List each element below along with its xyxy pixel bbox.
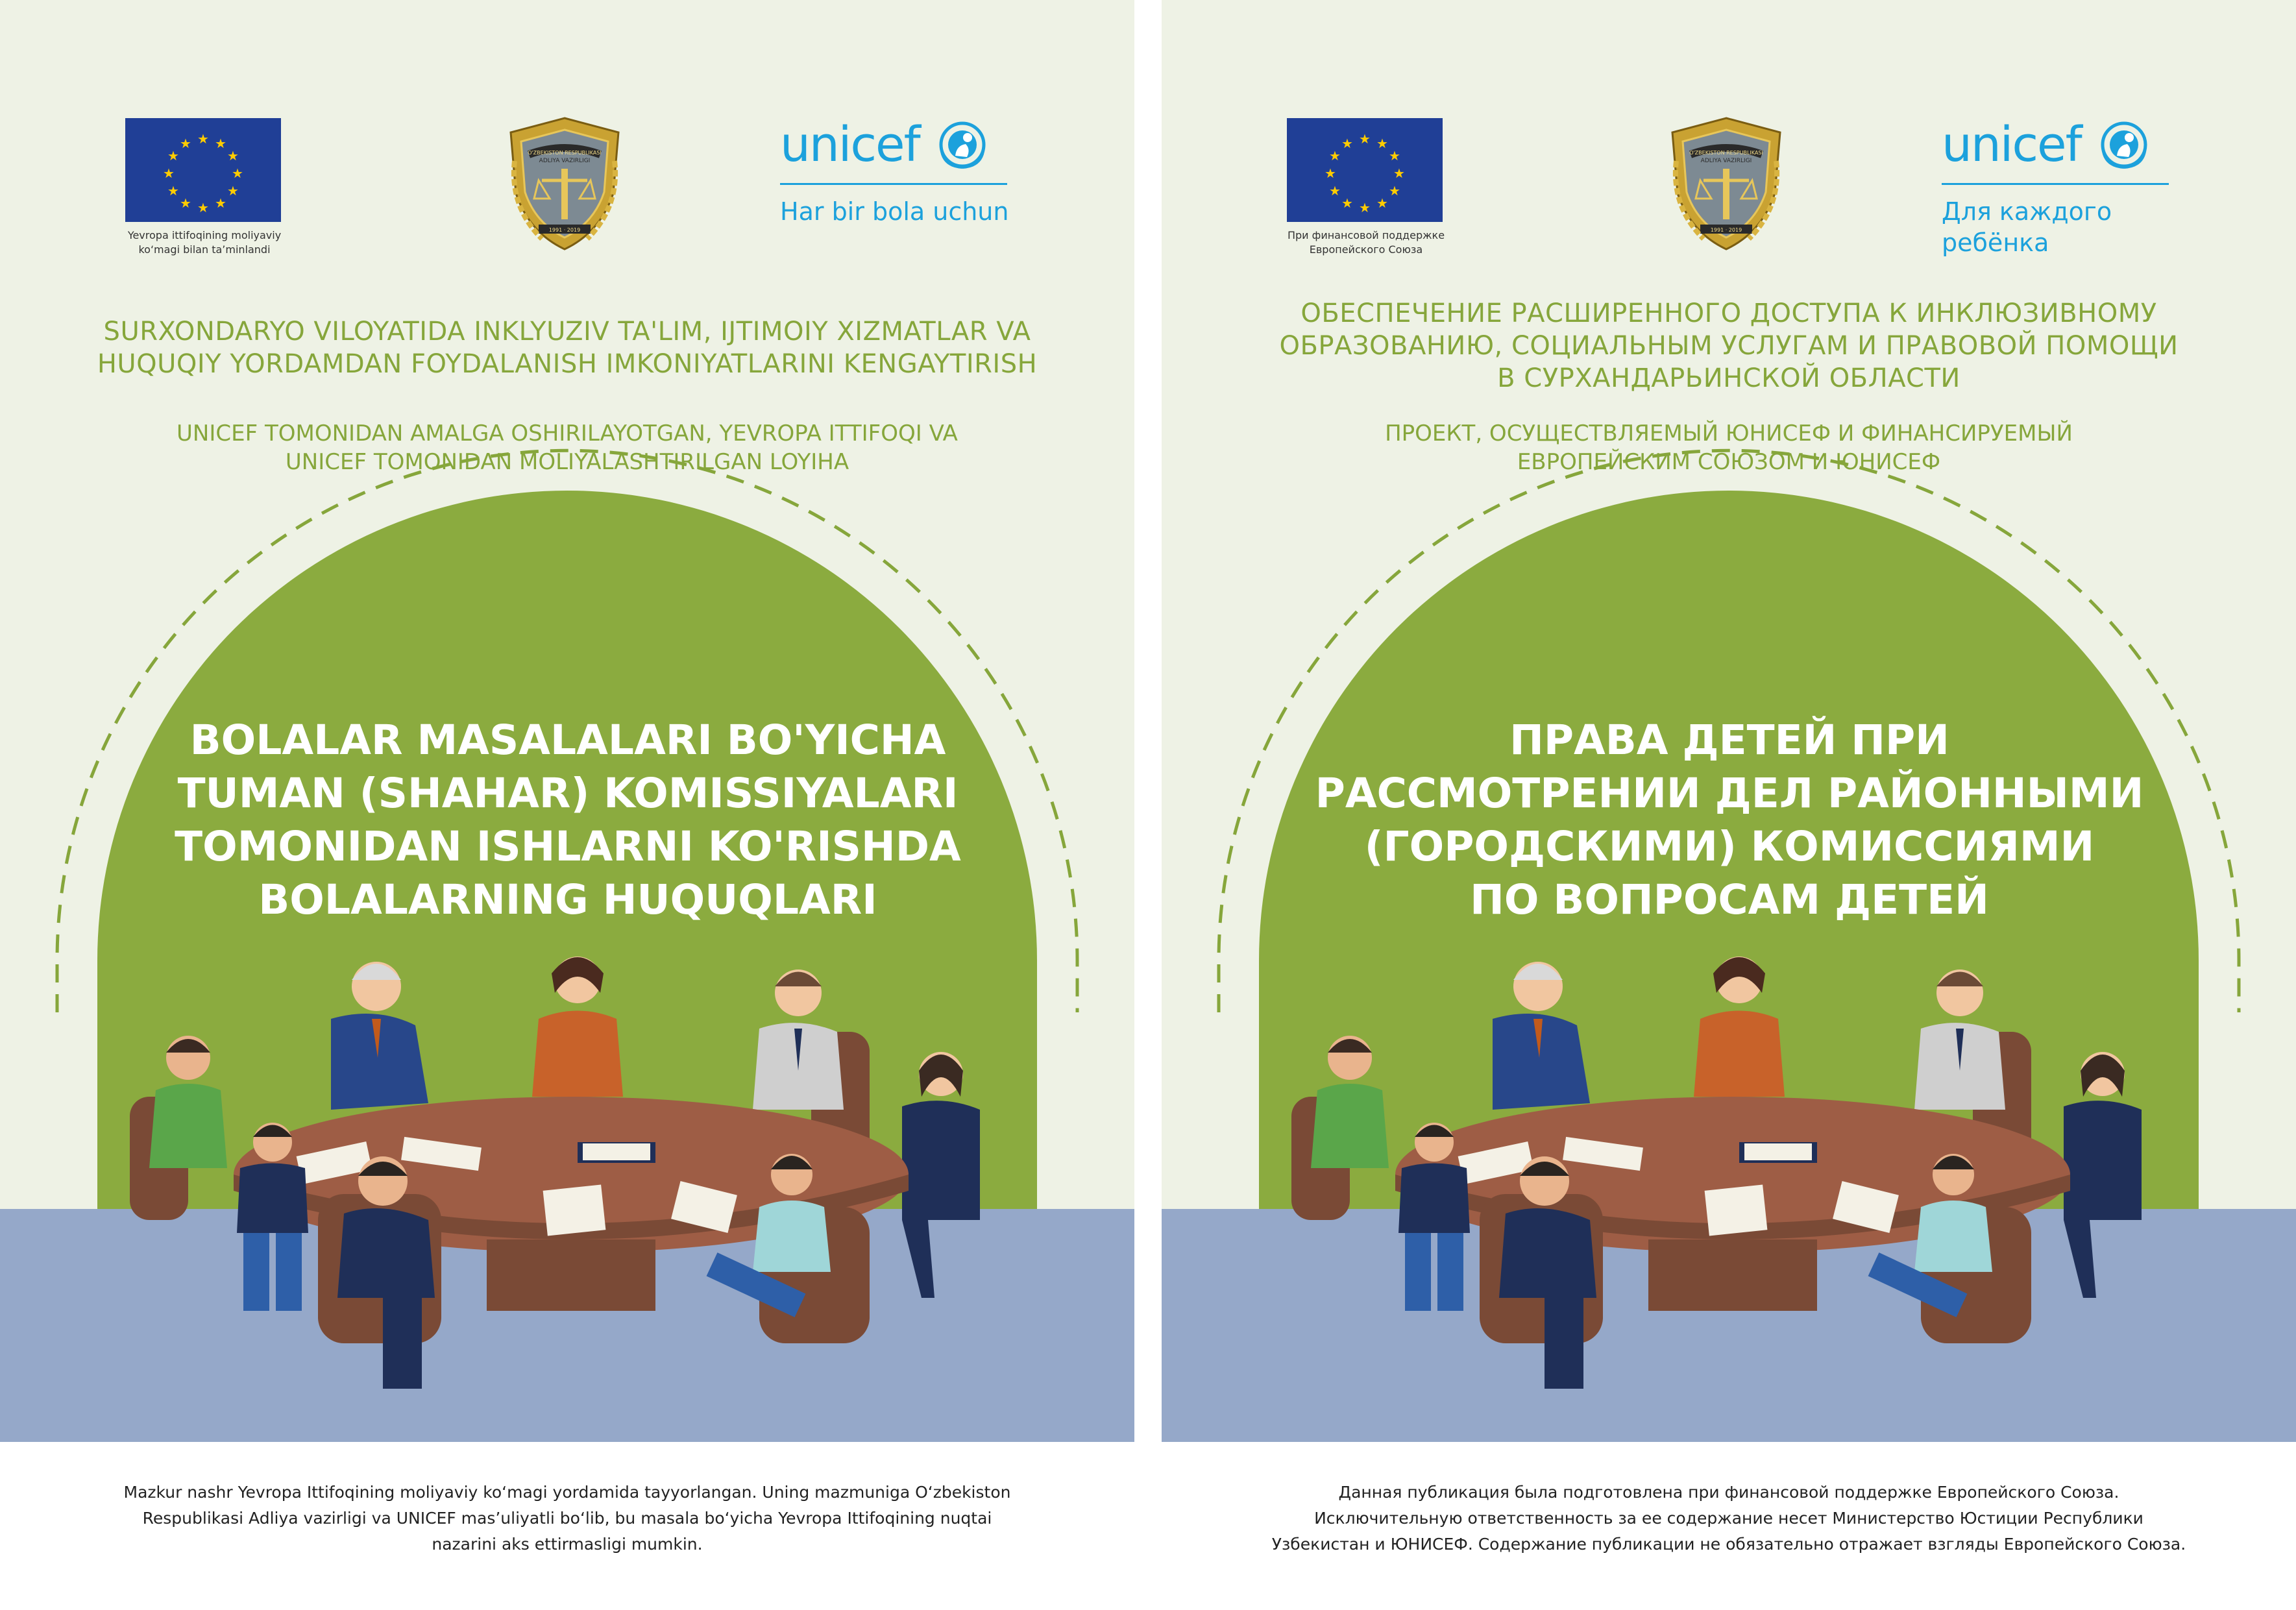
unicef-wordmark: unicef bbox=[780, 117, 920, 173]
project-title: SURXONDARYO VILOYATIDA INKLYUZIV TA'LIM, IJTIMOIY XIZMATLAR VA HUQUQIY YORDAMDAN FOYDALANISH IMKONIYATLARINI KENGAYTIRISH bbox=[97, 317, 1038, 379]
unicef-tagline: Для каждого ребёнка bbox=[1942, 197, 2112, 257]
svg-text:★: ★ bbox=[1376, 136, 1388, 151]
svg-text:★: ★ bbox=[163, 165, 175, 181]
eu-caption: При финансовой поддержке Европейского Союза bbox=[1287, 229, 1445, 256]
woman-navy-suit bbox=[902, 1052, 980, 1298]
project-title: ОБЕСПЕЧЕНИЕ РАСШИРЕННОГО ДОСТУПА К ИНКЛЮЗИВНОМУ ОБРАЗОВАНИЮ, СОЦИАЛЬНЫМ УСЛУГАМ И ПРАВОВОЙ ПОМОЩИ В СУРХАНДАРЬИНСКОЙ ОБЛАСТИ bbox=[1279, 299, 2179, 393]
svg-text:★: ★ bbox=[1389, 183, 1400, 199]
svg-text:★: ★ bbox=[167, 148, 179, 164]
svg-text:★: ★ bbox=[1341, 136, 1353, 151]
svg-text:★: ★ bbox=[215, 136, 226, 151]
svg-text:★: ★ bbox=[180, 195, 191, 211]
svg-text:★: ★ bbox=[167, 183, 179, 199]
man-blue-suit bbox=[1493, 962, 1590, 1110]
svg-text:★: ★ bbox=[227, 183, 239, 199]
unicef-logo bbox=[780, 117, 1014, 175]
cover-russian bbox=[1162, 0, 2296, 1610]
unicef-globe-icon bbox=[2099, 119, 2149, 170]
unicef-wordmark: unicef bbox=[1942, 117, 2081, 173]
woman-orange-jacket bbox=[1694, 957, 1785, 1097]
woman-navy-suit bbox=[2064, 1052, 2142, 1298]
meeting-illustration bbox=[123, 934, 1019, 1402]
disclaimer-footer: Данная публикация была подготовлена при финансовой поддержке Европейского Союза. Исключительную ответственность за ее содержание несет Министерство Юстиции Республики Узбекистан и ЮНИСЕФ. Содержание публикации не обязательно отражает взгляды Европейского Союза. bbox=[1271, 1483, 2186, 1554]
svg-text:★: ★ bbox=[1329, 148, 1341, 164]
svg-text:O'ZBEKISTON RESPUBLIKASI: O'ZBEKISTON RESPUBLIKASI bbox=[528, 150, 602, 156]
man-blue-suit bbox=[331, 962, 428, 1110]
woman-orange-jacket bbox=[532, 957, 623, 1097]
project-subtitle: UNICEF TOMONIDAN AMALGA OSHIRILAYOTGAN, YEVROPA ITTIFOQI VA UNICEF TOMONIDAN MOLIYALASHTIRILGAN LOYIHA bbox=[177, 421, 958, 475]
svg-text:★: ★ bbox=[1393, 165, 1405, 181]
eu-flag bbox=[125, 118, 281, 222]
svg-text:★: ★ bbox=[1376, 195, 1388, 211]
unicef-tagline: Har bir bola uchun bbox=[780, 197, 1009, 226]
project-subtitle: ПРОЕКТ, ОСУЩЕСТВЛЯЕМЫЙ ЮНИСЕФ И ФИНАНСИРУЕМЫЙ ЕВРОПЕЙСКИМ СОЮЗОМ И ЮНИСЕФ bbox=[1385, 421, 2073, 475]
svg-text:★: ★ bbox=[1341, 195, 1353, 211]
ministry-emblem bbox=[1665, 116, 1788, 252]
svg-text:★: ★ bbox=[197, 131, 209, 147]
svg-text:★: ★ bbox=[180, 136, 191, 151]
ministry-emblem bbox=[503, 116, 626, 252]
eu-caption: Yevropa ittifoqining moliyaviy ko‘magi bilan ta’minlandi bbox=[127, 229, 282, 256]
unicef-globe-icon bbox=[937, 119, 988, 170]
cover-heading: ПРАВА ДЕТЕЙ ПРИ РАССМОТРЕНИИ ДЕЛ РАЙОННЫМИ (ГОРОДСКИМИ) КОМИССИЯМИ ПО ВОПРОСАМ ДЕТЕЙ bbox=[1315, 716, 2144, 923]
svg-text:★: ★ bbox=[1325, 165, 1336, 181]
svg-text:1991 · 2019: 1991 · 2019 bbox=[548, 227, 581, 233]
meeting-illustration bbox=[1285, 934, 2180, 1402]
svg-text:★: ★ bbox=[232, 165, 243, 181]
unicef-logo bbox=[1942, 117, 2175, 175]
svg-text:★: ★ bbox=[197, 200, 209, 215]
svg-text:1991 · 2019: 1991 · 2019 bbox=[1710, 227, 1742, 233]
man-grey-suit bbox=[753, 970, 844, 1110]
eu-flag bbox=[1287, 118, 1443, 222]
svg-text:★: ★ bbox=[1389, 148, 1400, 164]
svg-text:★: ★ bbox=[1359, 200, 1371, 215]
svg-text:★: ★ bbox=[1329, 183, 1341, 199]
svg-text:ADLIYA VAZIRLIGI: ADLIYA VAZIRLIGI bbox=[1700, 158, 1752, 164]
unicef-divider bbox=[1942, 183, 2169, 185]
cover-heading: BOLALAR MASALALARI BO'YICHA TUMAN (SHAHAR) KOMISSIYALARI TOMONIDAN ISHLARNI KO'RISHDA BOLALARNING HUQUQLARI bbox=[175, 716, 961, 923]
svg-text:O'ZBEKISTON RESPUBLIKASI: O'ZBEKISTON RESPUBLIKASI bbox=[1689, 150, 1763, 156]
boy-green-shirt bbox=[1311, 1036, 1389, 1168]
unicef-divider bbox=[780, 183, 1007, 185]
svg-text:★: ★ bbox=[227, 148, 239, 164]
svg-text:★: ★ bbox=[215, 195, 226, 211]
boy-green-shirt bbox=[149, 1036, 227, 1168]
svg-text:★: ★ bbox=[1359, 131, 1371, 147]
man-grey-suit bbox=[1914, 970, 2005, 1110]
disclaimer-footer: Mazkur nashr Yevropa Ittifoqining moliyaviy ko‘magi yordamida tayyorlangan. Uning mazmuniga O‘zbekiston Respublikasi Adliya vazirligi va UNICEF mas’uliyatli bo‘lib, bu masala bo‘yicha Yevropa Ittifoqining nuqtai nazarini aks ettirmasligi mumkin. bbox=[123, 1483, 1011, 1554]
svg-text:ADLIYA VAZIRLIGI: ADLIYA VAZIRLIGI bbox=[539, 158, 591, 164]
cover-uzbek bbox=[0, 0, 1134, 1610]
